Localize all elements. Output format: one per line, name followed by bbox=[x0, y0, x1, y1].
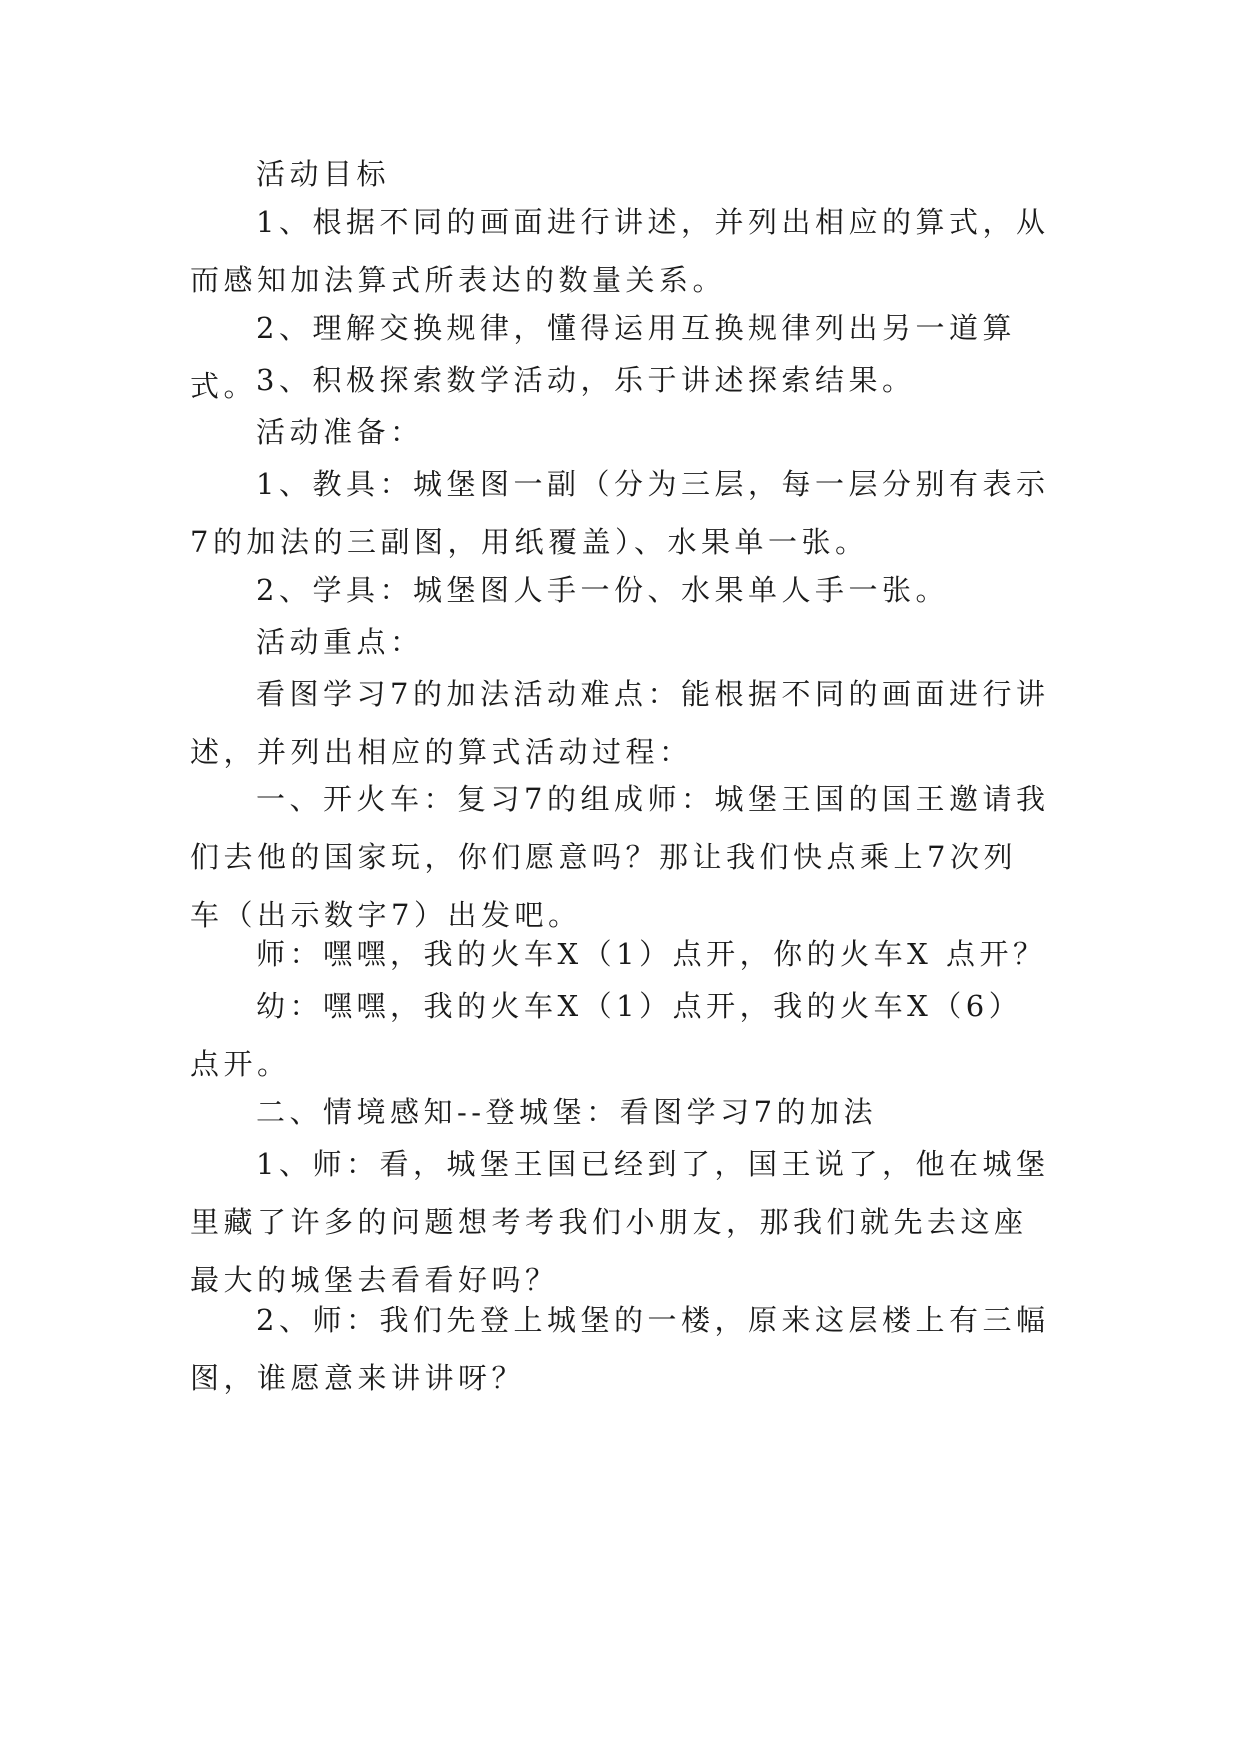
focus-paragraph: 看图学习7的加法活动难点：能根据不同的画面进行讲述，并列出相应的算式活动过程： bbox=[190, 677, 1050, 769]
goal-item-1: 1、根据不同的画面进行讲述，并列出相应的算式，从而感知加法算式所表达的数量关系。 bbox=[190, 205, 1050, 297]
heading-activity-focus: 活动重点： bbox=[256, 625, 424, 659]
teacher-line: 师：嘿嘿，我的火车X（1）点开，你的火车X 点开？ bbox=[256, 937, 1047, 971]
step-two-item-1: 1、师：看，城堡王国已经到了，国王说了，他在城堡里藏了许多的问题想考考我们小朋友，那我们就先去这座最大的城堡去看看好吗？ bbox=[190, 1147, 1050, 1297]
prep-item-2: 2、学具：城堡图人手一份、水果单人手一张。 bbox=[256, 573, 949, 607]
heading-activity-preparation: 活动准备： bbox=[256, 415, 424, 449]
step-two-item-2: 2、师：我们先登上城堡的一楼，原来这层楼上有三幅图，谁愿意来讲讲呀？ bbox=[190, 1303, 1050, 1395]
heading-activity-goals: 活动目标 bbox=[256, 157, 391, 191]
step-two-heading: 二、情境感知--登城堡：看图学习7的加法 bbox=[256, 1095, 878, 1129]
prep-item-1: 1、教具：城堡图一副（分为三层，每一层分别有表示7的加法的三副图，用纸覆盖）、水果单一张。 bbox=[190, 467, 1050, 559]
goal-item-3: 3、积极探索数学活动，乐于讲述探索结果。 bbox=[256, 363, 916, 397]
goal-item-2: 2、理解交换规律，懂得运用互换规律列出另一道算式。 bbox=[190, 311, 1016, 403]
step-one-paragraph: 一、开火车：复习7的组成师：城堡王国的国王邀请我们去他的国家玩，你们愿意吗？那让我们快点乘上7次列车（出示数字7）出发吧。 bbox=[190, 782, 1050, 932]
child-line: 幼：嘿嘿，我的火车X（1）点开，我的火车X（6）点开。 bbox=[190, 989, 1023, 1081]
